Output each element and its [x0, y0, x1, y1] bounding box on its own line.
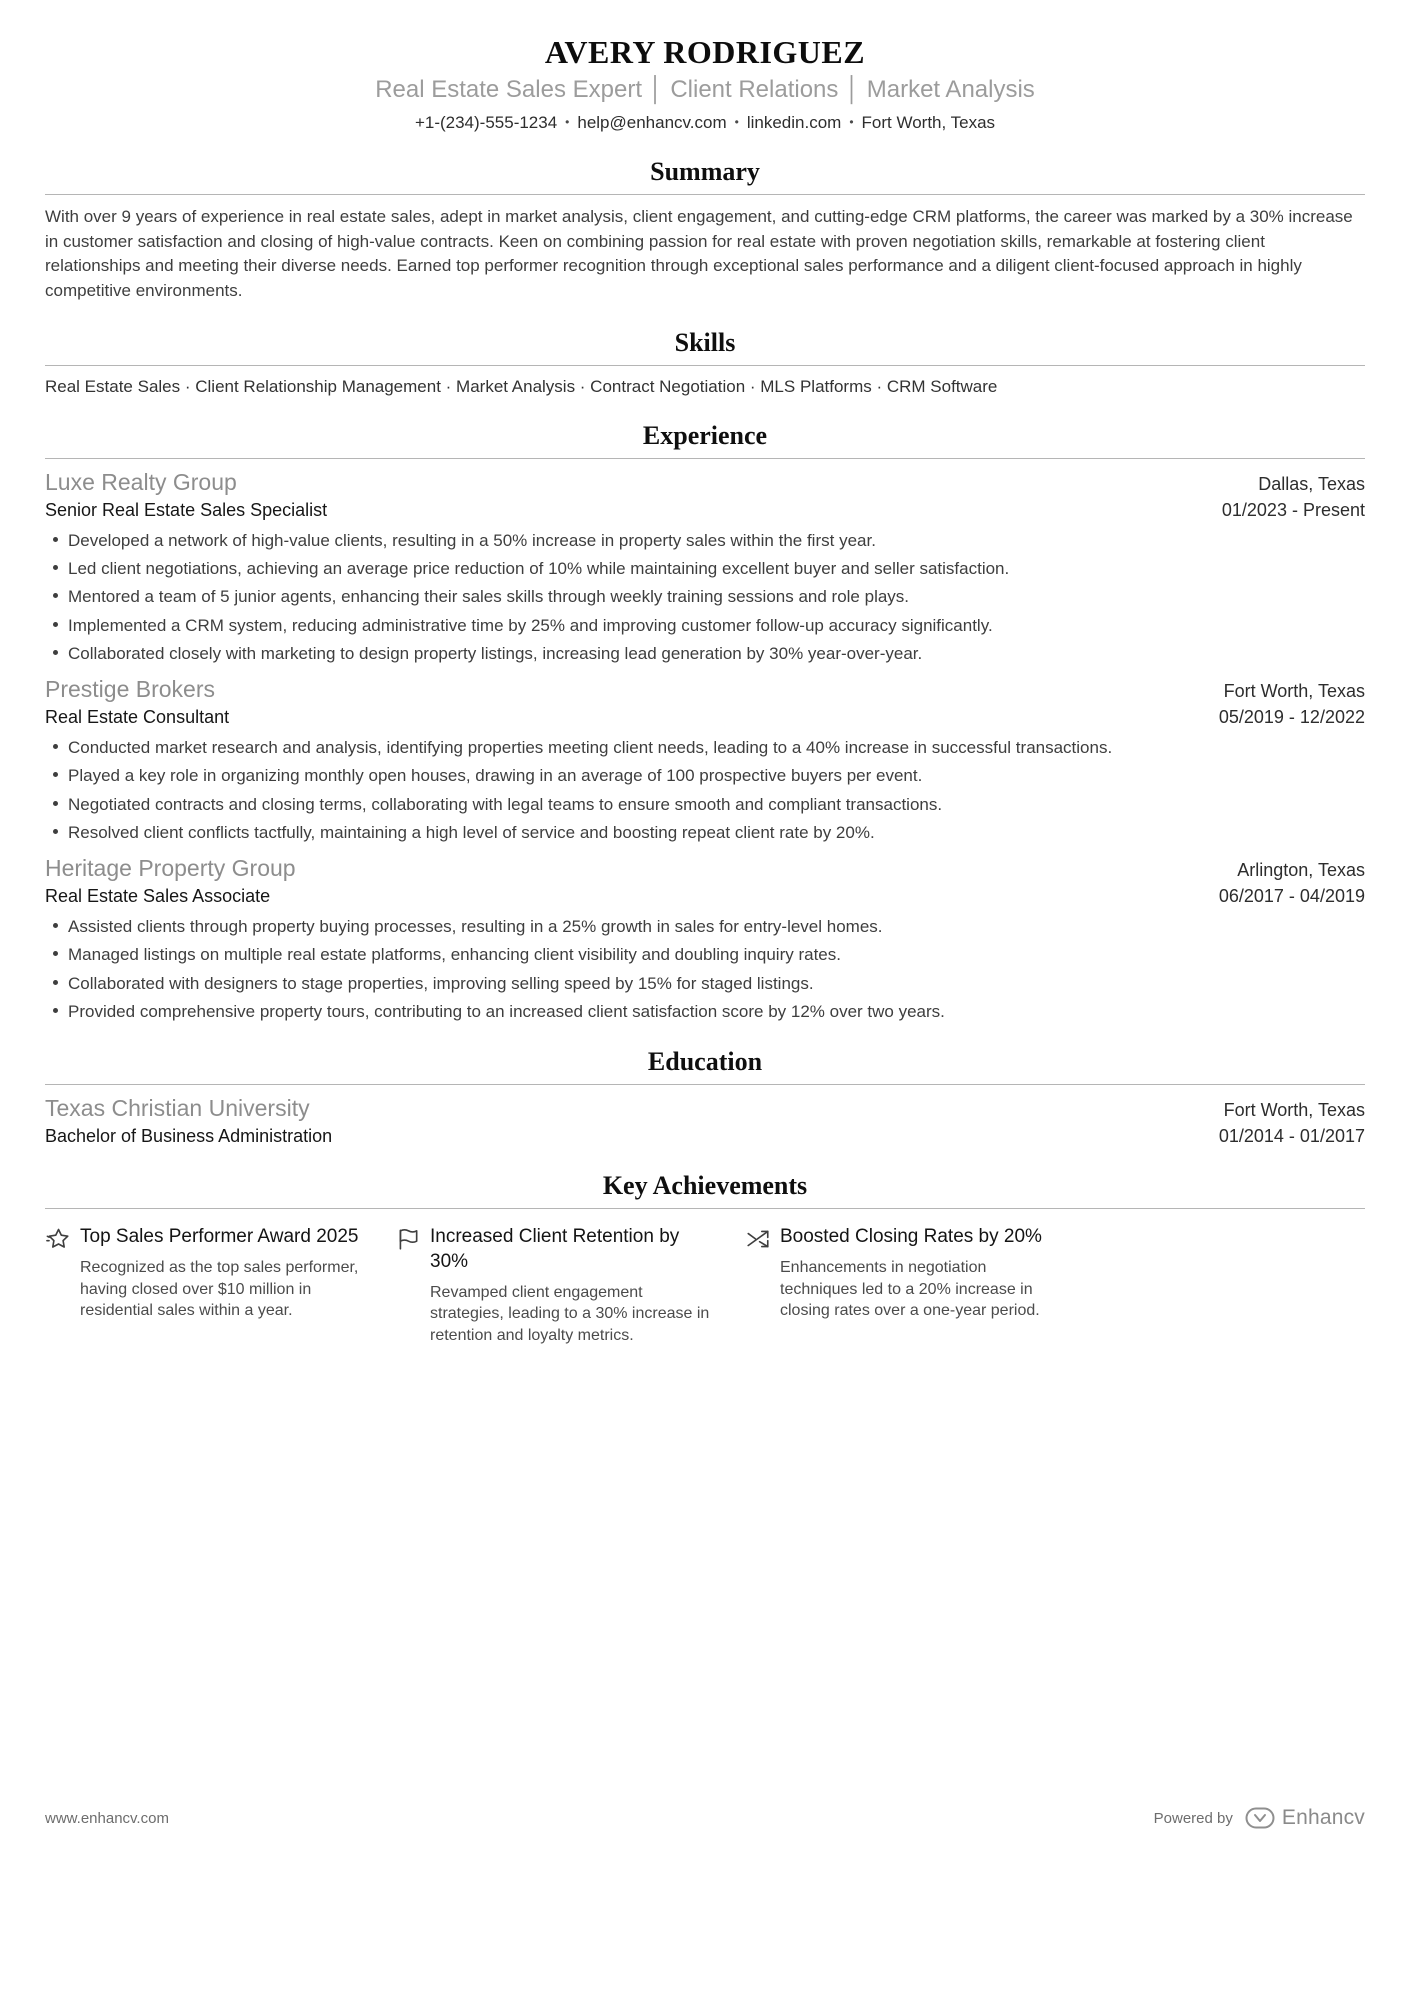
achievements-grid: [45, 1225, 1365, 1346]
contact-item: +1-(234)-555-1234: [414, 113, 558, 132]
job-bullet: Implemented a CRM system, reducing administrative time by 25% and improving customer follow-up accuracy significantly.: [45, 614, 1365, 637]
summary-heading: Summary: [650, 157, 760, 186]
job-title: Senior Real Estate Sales Specialist: [45, 499, 328, 520]
education-heading: Education: [647, 1047, 763, 1077]
degree-name: Bachelor of Business Administration: [45, 1126, 333, 1147]
trending-up-icon: [745, 1226, 771, 1257]
experience-heading: Experience: [642, 420, 768, 450]
company-location: Arlington, Texas: [1237, 859, 1365, 880]
candidate-name: AVERY RODRIGUEZ: [544, 34, 866, 70]
experience-section: [45, 421, 1365, 1024]
contact-item[interactable]: help@enhancv.com: [577, 113, 727, 132]
brand-name: Enhancv: [1281, 1806, 1365, 1829]
section-divider: [45, 458, 1365, 459]
education-item: [45, 1095, 1365, 1147]
achievement-item: [745, 1225, 1067, 1346]
company-location: Dallas, Texas: [1258, 473, 1365, 494]
job-dates: 01/2023 - Present: [1221, 499, 1365, 520]
section-divider: [45, 1208, 1365, 1209]
contact-item[interactable]: linkedin.com: [746, 113, 842, 132]
achievement-text: Revamped client engagement strategies, leading to a 30% increase in retention and loyalty metrics.: [430, 1283, 710, 1345]
job-bullet: Led client negotiations, achieving an average price reduction of 10% while maintaining excellent buyer and seller satisfaction.: [45, 557, 1365, 580]
page-footer: [45, 1806, 1365, 1830]
achievement-text: Enhancements in negotiation techniques led to a 20% increase in closing rates over a one-year period.: [780, 1259, 1040, 1320]
company-name: Prestige Brokers: [45, 675, 216, 702]
company-name: Luxe Realty Group: [45, 468, 237, 495]
contact-separator-dot: •: [734, 115, 739, 129]
achievement-title: Increased Client Retention by 30%: [430, 1226, 680, 1273]
company-name: Heritage Property Group: [45, 854, 296, 881]
flag-icon: [395, 1226, 421, 1257]
job-bullet: Played a key role in organizing monthly open houses, drawing in an average of 100 prospective buyers per event.: [45, 764, 1365, 787]
website-link[interactable]: www.enhancv.com: [45, 1809, 169, 1827]
job-title: Real Estate Sales Associate: [45, 885, 271, 906]
job-bullet: Mentored a team of 5 junior agents, enhancing their sales skills through weekly training sessions and role plays.: [45, 585, 1365, 608]
job-bullet: Developed a network of high-value clients, resulting in a 50% increase in property sales within the first year.: [45, 529, 1365, 552]
school-name: Texas Christian University: [45, 1095, 310, 1122]
job-bullets: [45, 736, 1365, 845]
job-bullets: [45, 529, 1365, 666]
skills-section: [45, 328, 1365, 397]
job-bullet: Negotiated contracts and closing terms, collaborating with legal teams to ensure smooth and compliant transactions.: [45, 793, 1365, 816]
star-icon: [45, 1226, 71, 1257]
summary-text: With over 9 years of experience in real estate sales, adept in market analysis, client engagement, and cutting-edge CRM platforms, the career was marked by a 30% increase in customer satisfaction and closing of high-value contracts. Keen on combining passion for real estate with proven negotiation skills, remarkable at fostering client relationships and meeting their diverse needs. Earned top performer recognition through exceptional sales performance and a diligent client-focused approach in highly competitive environments.: [45, 207, 1353, 300]
job-bullet: Managed listings on multiple real estate platforms, enhancing client visibility and doubling inquiry rates.: [45, 943, 1365, 966]
summary-section: [45, 157, 1365, 304]
job-bullet: Collaborated closely with marketing to design property listings, increasing lead generation by 30% year-over-year.: [45, 642, 1365, 665]
job-title: Real Estate Consultant: [45, 706, 230, 727]
job-bullet: Provided comprehensive property tours, contributing to an increased client satisfaction score by 12% over two years.: [45, 1000, 1365, 1023]
job-bullet: Assisted clients through property buying processes, resulting in a 25% growth in sales for entry-level homes.: [45, 915, 1365, 938]
contact-item: Fort Worth, Texas: [861, 113, 996, 132]
achievement-text: Recognized as the top sales performer, having closed over $10 million in residential sales within a year.: [80, 1259, 359, 1320]
job-bullets: [45, 915, 1365, 1024]
powered-by: [1154, 1806, 1365, 1830]
contact-line: [45, 113, 1365, 133]
experience-list: [45, 469, 1365, 1024]
section-divider: [45, 194, 1365, 195]
education-section: [45, 1047, 1365, 1147]
skills-line: Real Estate Sales · Client Relationship Management · Market Analysis · Contract Negotiation · MLS Platforms · CRM Software: [45, 376, 998, 396]
job-bullet: Conducted market research and analysis, identifying properties meeting client needs, leading to a 40% increase in successful transactions.: [45, 736, 1365, 759]
skills-heading: Skills: [674, 327, 736, 357]
education-dates: 01/2014 - 01/2017: [1218, 1126, 1365, 1147]
achievement-item: [45, 1225, 367, 1346]
resume-header: [45, 34, 1365, 133]
powered-by-label: Powered by: [1153, 1809, 1233, 1827]
school-location: Fort Worth, Texas: [1223, 1100, 1365, 1121]
experience-item: [45, 676, 1365, 845]
job-dates: 06/2017 - 04/2019: [1218, 885, 1365, 906]
achievements-section: [45, 1171, 1365, 1346]
candidate-title: Real Estate Sales Expert │ Client Relations │ Market Analysis: [375, 76, 1035, 103]
enhancv-logo-icon[interactable]: [1245, 1807, 1275, 1829]
company-location: Fort Worth, Texas: [1223, 680, 1365, 701]
job-bullet: Collaborated with designers to stage properties, improving selling speed by 15% for staged listings.: [45, 972, 1365, 995]
contact-separator-dot: •: [565, 115, 570, 129]
achievement-title: Top Sales Performer Award 2025: [80, 1226, 359, 1248]
section-divider: [45, 365, 1365, 366]
job-dates: 05/2019 - 12/2022: [1218, 706, 1365, 727]
experience-item: [45, 469, 1365, 666]
achievement-item: [395, 1225, 717, 1346]
achievement-title: Boosted Closing Rates by 20%: [780, 1226, 1042, 1248]
experience-item: [45, 855, 1365, 1024]
achievements-heading: Key Achievements: [602, 1171, 808, 1201]
job-bullet: Resolved client conflicts tactfully, maintaining a high level of service and boosting repeat client rate by 20%.: [45, 821, 1365, 844]
section-divider: [45, 1084, 1365, 1085]
contact-separator-dot: •: [849, 115, 854, 129]
